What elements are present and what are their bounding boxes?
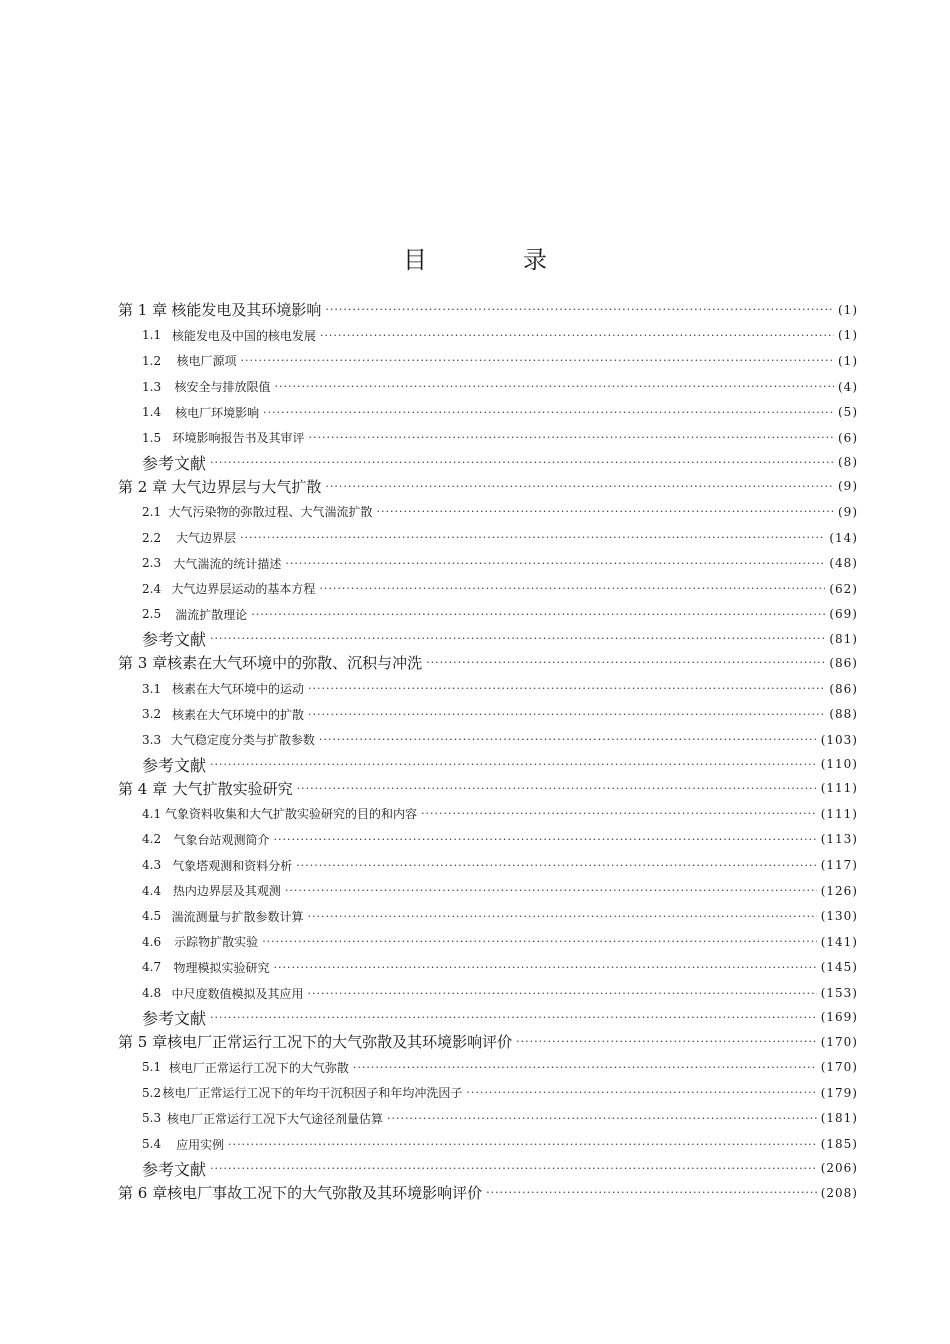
toc-entry-page: (170)	[820, 1034, 858, 1049]
toc-entry-page: (113)	[820, 832, 858, 847]
dot-leader	[274, 961, 817, 974]
toc-section	[118, 801, 858, 827]
toc-entry-title: 大气边界层	[175, 531, 236, 546]
toc-entry-page: (5)	[838, 405, 858, 420]
toc-chapter	[118, 1180, 858, 1206]
dot-leader	[421, 807, 817, 820]
toc-entry-title: 核电厂事故工况下的大气弥散及其环境影响评价	[167, 1184, 483, 1203]
toc-entry-number: 4.8	[142, 986, 162, 1001]
toc-entry-title: 湍流测量与扩散参数计算	[171, 909, 304, 924]
dot-leader	[251, 608, 825, 621]
toc-section	[118, 903, 858, 929]
toc-refs	[118, 753, 858, 776]
toc-entry-page: (110)	[820, 757, 858, 771]
dot-leader	[387, 1112, 817, 1125]
toc-entry-title: 气象塔观测和资料分析	[172, 858, 293, 873]
toc-refs	[118, 1006, 858, 1029]
toc-entry-page: (208)	[820, 1185, 858, 1200]
toc-entry-title: 核电厂环境影响	[175, 405, 260, 420]
toc-entry-title: 核电厂正常运行工况下的年均干沉积因子和年均冲洗因子	[162, 1086, 463, 1101]
toc-entry-number: 第 6 章	[118, 1184, 168, 1203]
toc-entry-page: (130)	[820, 909, 858, 924]
dot-leader	[274, 380, 834, 393]
toc-section	[118, 878, 858, 904]
toc-entry-number: 2.3	[142, 556, 162, 571]
toc-entry-number: 4.4	[142, 883, 162, 898]
toc-entry-number: 4.5	[142, 909, 162, 924]
toc-entry-title: 气象资料收集和大气扩散实验研究的目的和内容	[164, 807, 417, 822]
toc-entry-title: 核电厂正常运行工况下大气途径剂量估算	[166, 1111, 383, 1126]
toc-entry-title: 参考文献	[142, 630, 207, 650]
toc-section	[118, 676, 858, 702]
toc-section	[118, 576, 858, 602]
toc-entry-page: (141)	[820, 934, 858, 949]
toc-entry-page: (111)	[820, 806, 858, 821]
dot-leader	[296, 859, 817, 872]
toc-entry-number: 1.4	[142, 405, 162, 420]
toc-entry-title: 大气稳定度分类与扩散参数	[170, 733, 315, 748]
toc-chapter	[118, 474, 858, 500]
toc-entry-title: 核素在大气环境中的弥散、沉积与冲洗	[167, 654, 423, 673]
toc-entry-number: 第 1 章	[118, 301, 168, 320]
toc-entry-number: 2.5	[142, 607, 162, 622]
toc-entry-title: 示踪物扩散实验	[174, 935, 259, 950]
toc-entry-number: 3.3	[142, 732, 162, 747]
toc-chapter	[118, 776, 858, 802]
dot-leader	[240, 531, 825, 544]
dot-leader	[210, 456, 834, 469]
toc-entry-page: (181)	[820, 1111, 858, 1126]
dot-leader	[466, 1086, 816, 1099]
toc-entry-page: (170)	[820, 1060, 858, 1075]
toc-entry-number: 2.1	[142, 504, 162, 519]
toc-entry-page: (206)	[820, 1161, 858, 1176]
toc-entry-title: 核能发电及其环境影响	[171, 301, 322, 320]
toc-entry-title: 核安全与排放限值	[174, 380, 271, 395]
dot-leader	[210, 1162, 817, 1175]
toc-entry-page: (1)	[838, 302, 858, 317]
dot-leader	[426, 656, 825, 669]
toc-entry-number: 第 2 章	[118, 477, 168, 496]
page-title: 目 录	[403, 246, 583, 274]
toc-entry-number: 第 3 章	[118, 654, 168, 673]
toc-entry-page: (145)	[820, 960, 858, 975]
toc-section	[118, 1131, 858, 1157]
toc-entry-number: 2.2	[142, 530, 162, 545]
dot-leader	[228, 1138, 817, 1151]
dot-leader	[285, 557, 825, 570]
toc-entry-title: 湍流扩散理论	[175, 607, 248, 622]
dot-leader	[274, 833, 817, 846]
toc-entry-title: 热内边界层及其观测	[172, 884, 281, 899]
toc-refs	[118, 1157, 858, 1180]
toc-section	[118, 399, 858, 425]
toc-entry-number: 第 4 章	[118, 779, 168, 798]
dot-leader	[240, 354, 834, 367]
toc-section	[118, 955, 858, 981]
dot-leader	[325, 480, 834, 493]
toc-entry-number: 5.1	[142, 1060, 162, 1075]
toc-entry-page: (69)	[829, 607, 858, 622]
toc-entry-number: 1.5	[142, 430, 162, 445]
dot-leader	[297, 782, 817, 795]
toc-refs	[118, 451, 858, 474]
dot-leader	[210, 1011, 817, 1024]
toc-entry-title: 核电厂正常运行工况下的大气弥散	[168, 1060, 349, 1075]
toc-section	[118, 701, 858, 727]
toc-refs	[118, 627, 858, 650]
toc-entry-page: (9)	[838, 504, 858, 519]
toc-entry-number: 1.1	[142, 328, 162, 343]
toc-entry-page: (4)	[838, 379, 858, 394]
dot-leader	[377, 505, 834, 518]
toc-entry-title: 应用实例	[176, 1137, 225, 1152]
toc-entry-number: 4.1	[142, 806, 162, 821]
toc-entry-title: 气象台站观测简介	[173, 832, 270, 847]
dot-leader	[320, 329, 834, 342]
toc-entry-page: (1)	[838, 328, 858, 343]
toc-entry-page: (6)	[838, 430, 858, 445]
toc-entry-page: (9)	[838, 479, 858, 494]
dot-leader	[308, 708, 825, 721]
toc-chapter	[118, 650, 858, 676]
toc-entry-title: 参考文献	[142, 453, 207, 473]
toc-section	[118, 827, 858, 853]
toc-section	[118, 980, 858, 1006]
dot-leader	[308, 682, 825, 695]
toc-section	[118, 852, 858, 878]
dot-leader	[308, 987, 817, 1000]
toc-entry-page: (185)	[820, 1137, 858, 1152]
toc-entry-page: (103)	[820, 732, 858, 747]
toc-entry-number: 1.2	[142, 353, 162, 368]
toc-entry-number: 5.3	[142, 1111, 162, 1126]
toc-entry-page: (86)	[829, 681, 858, 696]
toc-entry-title: 大气污染物的弥散过程、大气湍流扩散	[168, 505, 373, 520]
toc-entry-page: (62)	[829, 581, 858, 596]
toc-entry-title: 物理模拟实验研究	[173, 960, 270, 975]
dot-leader	[308, 910, 817, 923]
toc-entry-title: 大气湍流的统计描述	[173, 556, 282, 571]
toc-entry-page: (8)	[838, 455, 858, 470]
toc-entry-title: 大气边界层运动的基本方程	[171, 582, 316, 597]
toc-section	[118, 602, 858, 628]
dot-leader	[353, 1061, 817, 1074]
dot-leader	[263, 406, 834, 419]
toc-section	[118, 727, 858, 753]
toc-entry-number: 5.2	[142, 1085, 162, 1100]
toc-section	[118, 425, 858, 451]
toc-entry-title: 大气扩散实验研究	[172, 779, 293, 798]
toc-entry-page: (126)	[820, 883, 858, 898]
dot-leader	[285, 884, 817, 897]
toc-entry-page: (1)	[838, 353, 858, 368]
toc-entry-title: 核电厂正常运行工况下的大气弥散及其环境影响评价	[167, 1033, 513, 1052]
dot-leader	[262, 935, 817, 948]
toc-entry-title: 参考文献	[142, 755, 207, 775]
toc-section	[118, 1080, 858, 1106]
toc-entry-number: 5.4	[142, 1137, 162, 1152]
toc-entry-number: 4.3	[142, 858, 162, 873]
toc-entry-title: 参考文献	[142, 1008, 207, 1028]
toc-entry-title: 中尺度数值模拟及其应用	[171, 986, 304, 1001]
dot-leader	[309, 431, 835, 444]
toc-entry-page: (88)	[829, 707, 858, 722]
toc-entry-page: (117)	[820, 858, 858, 873]
toc-section	[118, 374, 858, 400]
toc-entry-title: 核素在大气环境中的扩散	[172, 707, 305, 722]
toc-entry-page: (169)	[820, 1010, 858, 1025]
toc-section	[118, 1106, 858, 1132]
toc-entry-title: 环境影响报告书及其审评	[172, 431, 305, 446]
toc-entry-number: 4.2	[142, 832, 162, 847]
toc-section	[118, 525, 858, 551]
toc-section	[118, 1054, 858, 1080]
dot-leader	[319, 582, 825, 595]
toc-entry-number: 2.4	[142, 581, 162, 596]
toc-entry-number: 1.3	[142, 379, 162, 394]
toc-entry-number: 4.6	[142, 934, 162, 949]
dot-leader	[210, 632, 825, 645]
dot-leader	[486, 1186, 817, 1199]
toc-entry-title: 大气边界层与大气扩散	[171, 477, 322, 496]
toc-section	[118, 348, 858, 374]
toc-entry-page: (153)	[820, 986, 858, 1001]
toc-entry-number: 第 5 章	[118, 1033, 168, 1052]
toc-section	[118, 499, 858, 525]
dot-leader	[325, 303, 834, 316]
toc-entry-title: 核电厂源项	[176, 354, 237, 369]
toc-section	[118, 323, 858, 349]
toc-section	[118, 550, 858, 576]
toc-entry-number: 4.7	[142, 960, 162, 975]
toc-entry-page: (81)	[829, 631, 858, 646]
dot-leader	[319, 733, 817, 746]
toc-entry-title: 核素在大气环境中的运动	[172, 682, 305, 697]
toc-entry-title: 核能发电及中国的核电发展	[171, 328, 316, 343]
dot-leader	[210, 758, 817, 771]
toc-entry-page: (111)	[820, 781, 858, 796]
toc-chapter	[118, 297, 858, 323]
toc-entry-page: (179)	[820, 1085, 858, 1100]
toc-entry-number: 3.1	[142, 681, 162, 696]
dot-leader	[516, 1035, 817, 1048]
toc-entry-number: 3.2	[142, 707, 162, 722]
toc-chapter	[118, 1029, 858, 1055]
toc-entry-page: (86)	[829, 655, 858, 670]
toc-section	[118, 929, 858, 955]
toc-entry-title: 参考文献	[142, 1159, 207, 1179]
toc-entry-page: (48)	[829, 556, 858, 571]
toc-entry-page: (14)	[829, 530, 858, 545]
table-of-contents	[118, 297, 858, 1205]
